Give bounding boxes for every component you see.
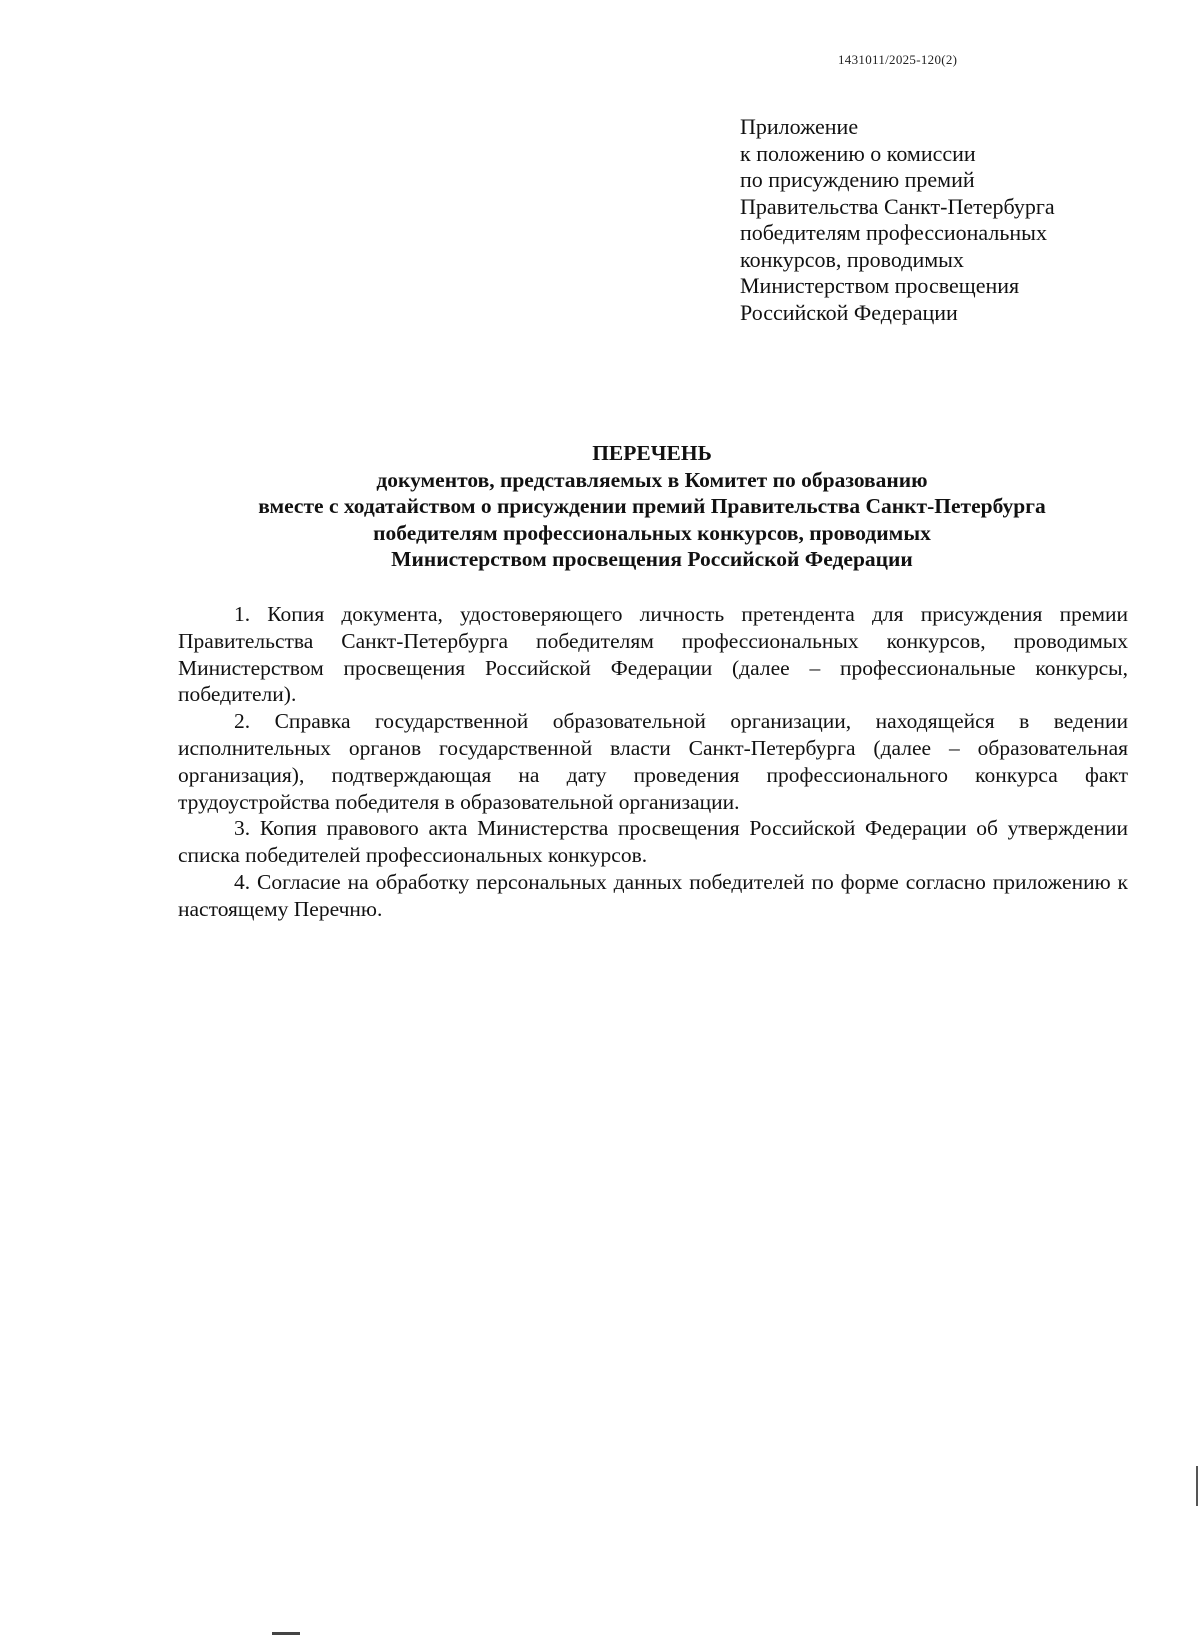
appendix-note-line: конкурсов, проводимых [740,246,964,272]
list-item: 1. Копия документа, удостоверяющего личность претендента для присуждения премии Правительства Санкт-Петербурга победителям профессиональных конкурсов, проводимых Министерством просвещения Российской Федерации (далее – профессиональные конкурсы, победители). [178,602,1128,707]
title-subline: Министерством просвещения Российской Федерации [391,547,913,572]
scan-margin-mark [1196,1466,1198,1506]
title-subline: документов, представляемых в Комитет по образованию [376,467,928,492]
document-number: 1431011/2025-120(2) [838,52,958,67]
title-subline: вместе с ходатайством о присуждении премий Правительства Санкт-Петербурга [258,494,1046,519]
list-item: 4. Согласие на обработку персональных данных победителей по форме согласно приложению к настоящему Перечню. [178,869,1128,921]
title-subline: победителям профессиональных конкурсов, проводимых [373,520,931,545]
appendix-note-line: к положению о комиссии [740,140,976,166]
appendix-note-line: Приложение [740,114,859,139]
document-list [178,601,1128,923]
list-item: 2. Справка государственной образовательной организации, находящейся в ведении исполнительных органов государственной власти Санкт-Петербурга (далее – образовательная организация), подтверждающая на дату проведения профессионального конкурса факт трудоустройства победителя в образовательной организации. [178,709,1128,814]
appendix-note-line: победителям профессиональных [740,220,1047,245]
appendix-note [740,114,1160,326]
appendix-note-line: по присуждению премий [740,167,975,192]
title-heading: ПЕРЕЧЕНЬ [592,441,712,465]
document-title [160,440,1144,573]
list-item: 3. Копия правового акта Министерства просвещения Российской Федерации об утверждении списка победителей профессиональных конкурсов. [178,816,1128,868]
appendix-note-line: Российской Федерации [740,299,958,325]
scan-bottom-mark [272,1632,300,1635]
appendix-note-line: Правительства Санкт-Петербурга [740,193,1055,219]
appendix-note-line: Министерством просвещения [740,273,1020,298]
